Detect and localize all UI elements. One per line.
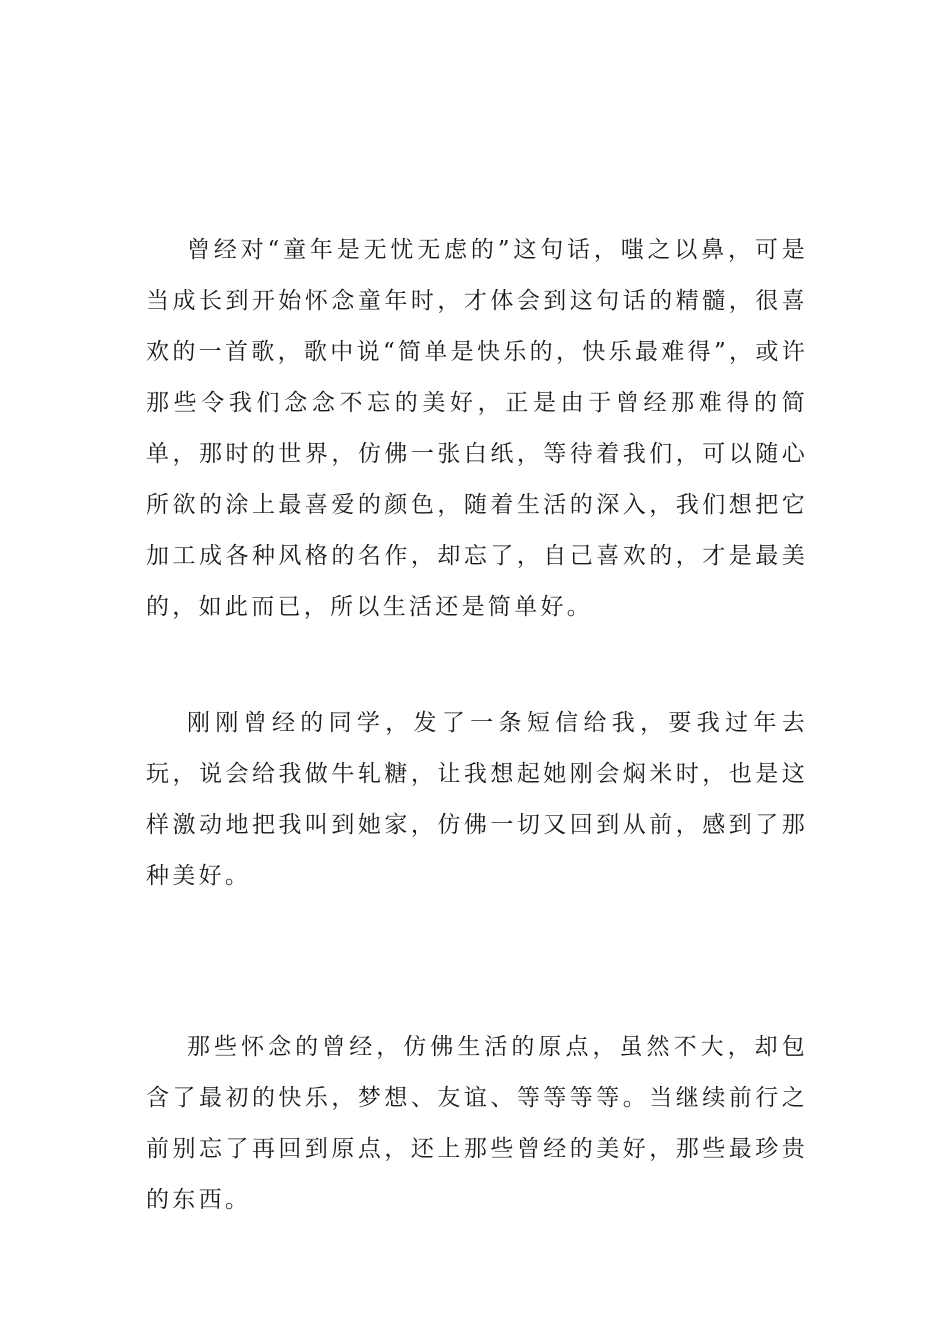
paragraph-childhood: 曾经对“童年是无忧无虑的”这句话，嗤之以鼻，可是当成长到开始怀念童年时，才体会到这句话的精髓，很喜欢的一首歌，歌中说“简单是快乐的，快乐最难得”，或许那些令我们念念不忘的美好，正是由于曾经那难得的简单，那时的世界，仿佛一张白纸，等待着我们，可以随心所欲的涂上最喜爱的颜色，随着生活的深入，我们想把它加工成各种风格的名作，却忘了，自己喜欢的，才是最美的，如此而已，所以生活还是简单好。 — [146, 237, 808, 620]
paragraph-classmate-message: 刚刚曾经的同学，发了一条短信给我，要我过年去玩，说会给我做牛轧糖，让我想起她刚会焖米时，也是这样激动地把我叫到她家，仿佛一切又回到从前，感到了那种美好。 — [146, 710, 808, 889]
paragraph-origin-point: 那些怀念的曾经，仿佛生活的原点，虽然不大，却包含了最初的快乐，梦想、友谊、等等等等。当继续前行之前别忘了再回到原点，还上那些曾经的美好，那些最珍贵的东西。 — [146, 1034, 808, 1213]
